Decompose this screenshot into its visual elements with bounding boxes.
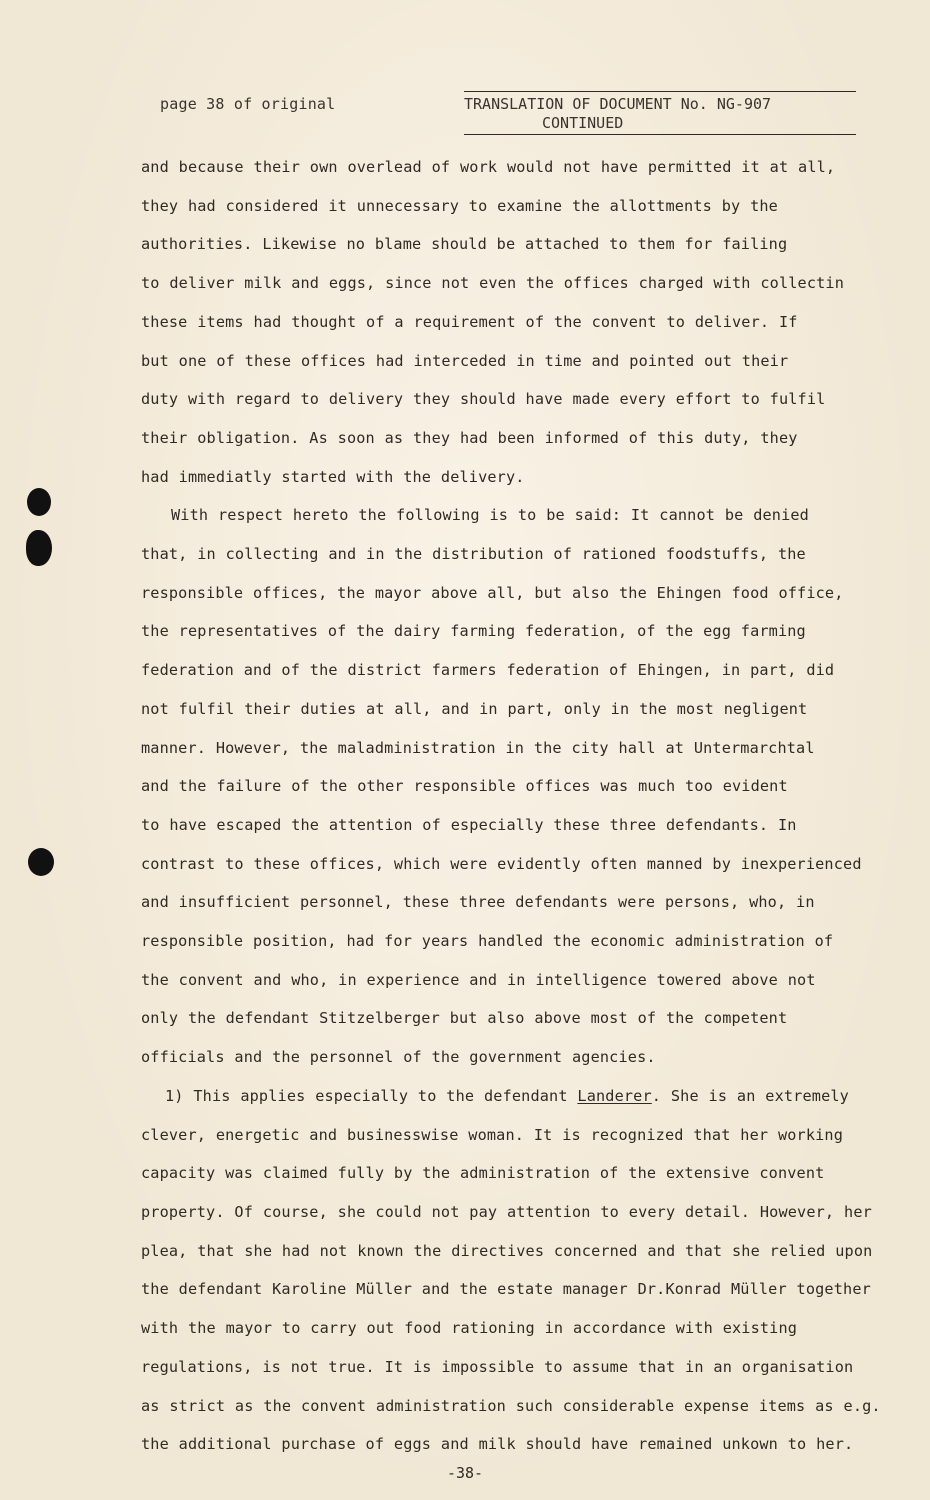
text-line: federation and of the district farmers federation of Ehingen, in part, did: [141, 661, 835, 680]
text-line: their obligation. As soon as they had been informed of this duty, they: [141, 428, 798, 447]
document-continued: CONTINUED: [542, 114, 624, 132]
text-line: the convent and who, in experience and in intelligence towered above not: [141, 970, 816, 989]
paragraph-suffix: . She is an extremely: [651, 1086, 849, 1105]
text-line: not fulfil their duties at all, and in part, only in the most negligent: [141, 699, 808, 718]
text-line: but one of these offices had interceded in time and pointed out their: [141, 351, 789, 370]
text-line: to have escaped the attention of especially these three defendants. In: [141, 815, 797, 834]
text-line-paragraph-start: [141, 1077, 889, 1116]
text-line: With respect hereto the following is to be said: It cannot be denied: [171, 506, 809, 525]
document-title: TRANSLATION OF DOCUMENT No. NG-907: [464, 95, 772, 113]
text-line: contrast to these offices, which were evidently often manned by inexperienced: [141, 854, 862, 873]
text-line: with the mayor to carry out food rationing in accordance with existing: [141, 1319, 798, 1338]
text-line: to deliver milk and eggs, since not even the offices charged with collectin: [141, 274, 845, 293]
text-line: property. Of course, she could not pay attention to every detail. However, her: [141, 1202, 872, 1221]
text-line: authorities. Likewise no blame should be attached to them for failing: [141, 235, 788, 254]
text-line: officials and the personnel of the government agencies.: [141, 1048, 656, 1067]
text-line: plea, that she had not known the directives concerned and that she relied upon: [141, 1241, 873, 1260]
body-text: [141, 148, 889, 1464]
page-number: -38-: [446, 1464, 484, 1482]
text-line: regulations, is not true. It is impossible to assume that in an organisation: [141, 1357, 854, 1376]
text-line: capacity was claimed fully by the administration of the extensive convent: [141, 1164, 825, 1183]
text-line: the additional purchase of eggs and milk should have remained unkown to her.: [141, 1435, 854, 1454]
text-line: the representatives of the dairy farming federation, of the egg farming: [141, 622, 806, 641]
text-line: duty with regard to delivery they should have made every effort to fulfil: [141, 390, 826, 409]
text-line: and insufficient personnel, these three defendants were persons, who, in: [141, 893, 815, 912]
text-line: responsible offices, the mayor above all, but also the Ehingen food office,: [141, 583, 844, 602]
text-line: that, in collecting and in the distribution of rationed foodstuffs, the: [141, 545, 806, 564]
text-line: as strict as the convent administration such considerable expense items as e.g.: [141, 1396, 881, 1415]
text-line: these items had thought of a requirement of the convent to deliver. If: [141, 312, 798, 331]
text-line: and because their own overlead of work would not have permitted it at all,: [141, 158, 836, 176]
title-rule-top: [464, 91, 856, 92]
text-line: manner. However, the maladministration in the city hall at Untermarchtal: [141, 738, 815, 757]
text-line: clever, energetic and businesswise woman. It is recognized that her working: [141, 1125, 844, 1144]
text-line: and the failure of the other responsible offices was much too evident: [141, 777, 788, 796]
title-rule-bottom: [464, 134, 856, 135]
punch-hole-top: [27, 488, 51, 516]
text-line: only the defendant Stitzelberger but also above most of the competent: [141, 1009, 788, 1028]
text-line: the defendant Karoline Müller and the estate manager Dr.Konrad Müller together: [141, 1280, 871, 1299]
page-reference: page 38 of original: [160, 95, 336, 113]
text-line: they had considered it unnecessary to examine the allottments by the: [141, 196, 778, 215]
document-title-block: [464, 91, 856, 135]
text-line: had immediatly started with the delivery.: [141, 467, 525, 486]
paragraph-prefix: 1) This applies especially to the defendant: [165, 1086, 578, 1105]
punch-hole-bottom: [28, 848, 54, 876]
defendant-name: Landerer: [577, 1086, 652, 1105]
punch-hole-middle: [26, 530, 52, 566]
text-line: responsible position, had for years handled the economic administration of: [141, 932, 834, 951]
